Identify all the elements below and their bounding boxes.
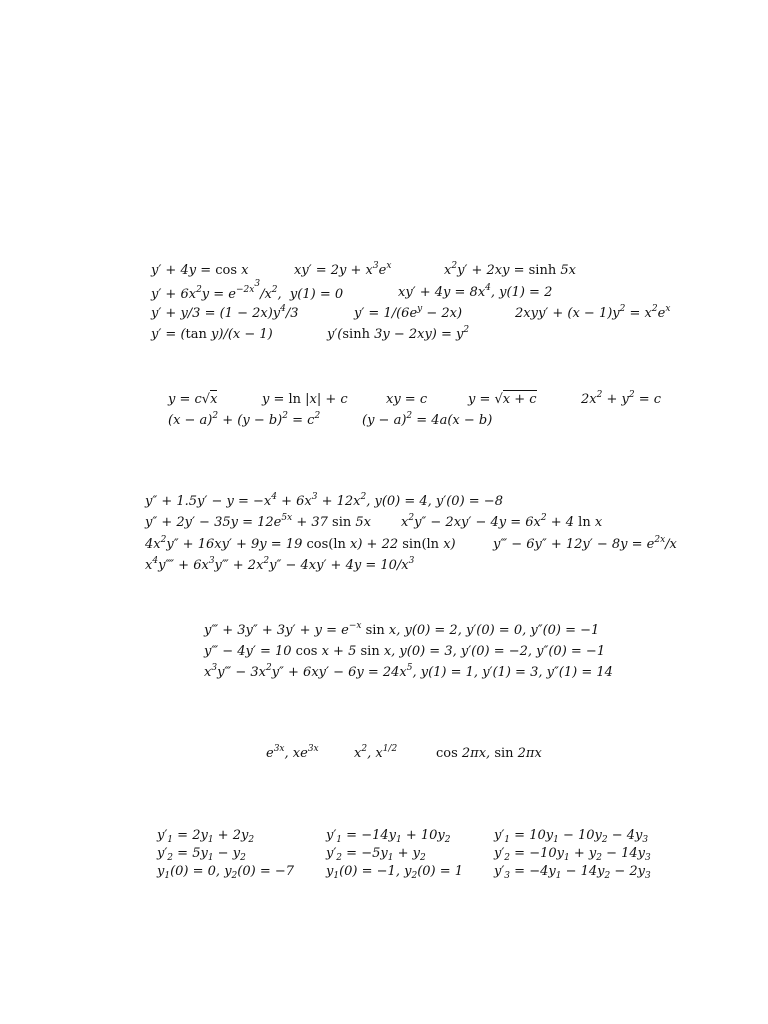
pair-5-1: $e^{3x}$, $xe^{3x}$ bbox=[266, 744, 319, 761]
eq-3-4: $4x^2y'' + 16xy' + 9y = 19$ cos(ln x) + 22 sin(ln x) bbox=[145, 535, 456, 552]
eq-1-10: y′(sinh $3y - 2xy) = y^2$ bbox=[327, 325, 470, 342]
sys-6-2-row-1: $y'_1 = -14y_1 + 10y_2$ bbox=[326, 828, 451, 845]
eq-4-1: y‴ + $3y'' + 3y' + y = e^{-x}$ sin x, y(0) = 2, y′(0) = 0, y″(0) = −1 bbox=[204, 621, 600, 638]
curve-2-4: y = √x + c bbox=[468, 392, 537, 407]
eq-1-2: $xy' = 2y + x^3e^x$ bbox=[294, 261, 392, 278]
eq-3-2: $y'' + 2y' - 35y = 12e^{5x} + 37$ sin 5x bbox=[145, 513, 371, 530]
eq-3-5: y‴ − $6y'' + 12y' - 8y = e^{2x}/x$ bbox=[493, 535, 677, 552]
eq-4-2: y‴ − 4y′ = 10 cos x + 5 sin x, y(0) = 3, y′(0) = −2, y″(0) = −1 bbox=[204, 644, 606, 659]
curve-2-1: y = c√x bbox=[168, 392, 218, 407]
curve-2-7: $(y - a)^2 = 4a(x - b)$ bbox=[362, 411, 493, 428]
eq-1-5: $xy' + 4y = 8x^4$, y(1) = 2 bbox=[398, 283, 553, 300]
curve-2-5: $2x^2 + y^2 = c$ bbox=[581, 390, 662, 407]
eq-3-1: $y'' + 1.5y' - y = -x^4 + 6x^3 + 12x^2$, y(0) = 4, y′(0) = −8 bbox=[145, 492, 503, 509]
sys-6-3-row-2: $y'_2 = -10y_1 + y_2 - 14y_3$ bbox=[494, 846, 651, 863]
curve-2-3: xy = c bbox=[386, 392, 428, 407]
eq-1-4: $y' + 6x^2y = e^{-2x^3}/x^2$, y(1) = 0 bbox=[151, 279, 344, 302]
eq-1-7: $y' = 1/(6e^y - 2x)$ bbox=[354, 304, 463, 321]
sys-6-1-row-2: $y'_2 = 5y_1 - y_2$ bbox=[157, 846, 246, 863]
sys-6-2-row-3: $y_1(0) = -1$, $y_2(0) = 1$ bbox=[326, 864, 464, 881]
eq-1-6: $y' + y/3 = (1 - 2x)y^4/3$ bbox=[151, 304, 299, 321]
pair-5-2: $x^2$, $x^{1/2}$ bbox=[354, 744, 398, 761]
sys-6-1-row-1: $y'_1 = 2y_1 + 2y_2$ bbox=[157, 828, 255, 845]
curve-2-6: $(x - a)^2 + (y - b)^2 = c^2$ bbox=[168, 411, 321, 428]
eq-1-3: $x^2y' + 2xy = \sinh 5x$ bbox=[444, 261, 576, 278]
sys-6-1-row-3: $y_1(0) = 0$, $y_2(0) = -7$ bbox=[157, 864, 295, 881]
eq-1-9: y′ = (tan y)/(x − 1) bbox=[151, 327, 273, 342]
sys-6-3-row-3: $y'_3 = -4y_1 - 14y_2 - 2y_3$ bbox=[494, 864, 651, 881]
eq-3-6: $x^4y⁗$ + $6x^3y‴ + 2x^2y'' - 4xy' + 4y = 10/x^3$ bbox=[145, 556, 415, 573]
eq-4-3: $x^3y‴ - 3x^2y'' + 6xy' - 6y = 24x^5$, y(1) = 1, y′(1) = 3, y″(1) = 14 bbox=[204, 663, 613, 680]
pair-5-3: cos 2πx, sin 2πx bbox=[436, 746, 542, 761]
eq-3-3: $x^2y'' - 2xy' - 4y = 6x^2 + 4$ ln x bbox=[401, 513, 603, 530]
eq-1-8: $2xyy' + (x - 1)y^2 = x^2e^x$ bbox=[515, 304, 671, 321]
curve-2-2: y = ln |x| + c bbox=[262, 392, 348, 407]
sys-6-3-row-1: $y'_1 = 10y_1 - 10y_2 - 4y_3$ bbox=[494, 828, 649, 845]
eq-1-1: y′ + 4y = cos x bbox=[151, 263, 249, 278]
sys-6-2-row-2: $y'_2 = -5y_1 + y_2$ bbox=[326, 846, 426, 863]
